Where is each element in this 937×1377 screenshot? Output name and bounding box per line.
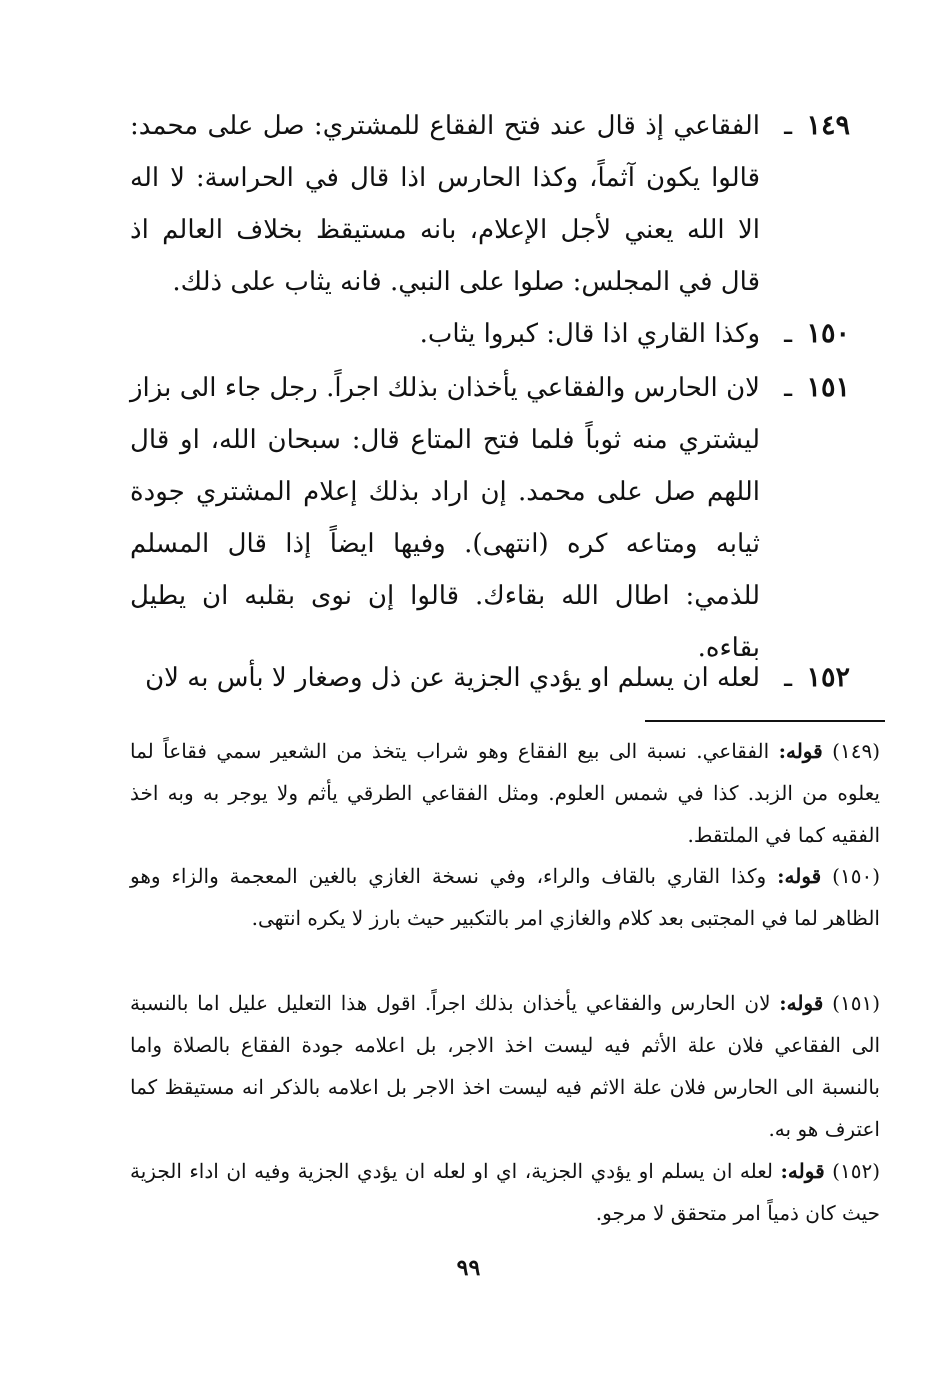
entry-150 xyxy=(130,308,850,360)
entry-number: ١٤٩ xyxy=(806,110,850,141)
entry-text: لان الحارس والفقاعي يأخذان بذلك اجراً. رجل جاء الى بزاز ليشتري منه ثوباً فلما فتح المتاع قال: سبحان الله، او قال اللهم صل على محمد. إن اراد بذلك إعلام المشتري جودة ثيابه ومتاعه كره (انتهى). وفيها ايضاً إذا قال المسلم للذمي: اطال الله بقاءك. قالوا إن نوى بقلبه ان يطيل بقاءه. xyxy=(130,373,761,663)
entry-text: لعله ان يسلم او يؤدي الجزية عن ذل وصغار لا بأس به لان xyxy=(145,663,760,693)
entry-149 xyxy=(130,100,850,308)
footnote-150 xyxy=(130,855,880,939)
page-number: ٩٩ xyxy=(456,1255,481,1281)
entry-number: ١٥٢ xyxy=(806,662,850,693)
footnote-separator xyxy=(645,720,885,722)
footnote-number: (١٥١) xyxy=(832,991,880,1015)
entry-152 xyxy=(130,652,850,704)
footnote-keyword: قوله: xyxy=(780,1159,825,1183)
footnote-number: (١٥٠) xyxy=(832,864,881,888)
footnote-text: لعله ان يسلم او يؤدي الجزية، اي او لعله ان يؤدي الجزية وفيه ان اداء الجزية حيث كان ذمياً امر متحقق لا مرجو. xyxy=(130,1159,880,1225)
footnote-149 xyxy=(130,730,880,856)
entry-number: ١٥١ xyxy=(806,372,850,403)
entry-dash: ـ xyxy=(784,110,792,141)
footnote-number: (١٤٩) xyxy=(832,739,880,763)
entry-dash: ـ xyxy=(784,372,792,403)
footnote-text: لان الحارس والفقاعي يأخذان بذلك اجراً. اقول هذا التعليل عليل اما بالنسبة الى الفقاعي فلان علة الأثم فيه ليست اخذ الاجر، بل اعلامه جودة الفقاع بالصلاة واما بالنسبة الى الحارس فلان علة الاثم فيه ليست اخذ الاجر بل اعلامه بالذكر انه مستيقظ كما اعترف هو به. xyxy=(130,991,880,1141)
footnote-text: الفقاعي. نسبة الى بيع الفقاع وهو شراب يتخذ من الشعير سمي فقاعاً لما يعلوه من الزبد. كذا في شمس العلوم. ومثل الفقاعي الطرقي يأثم ولا يوجر به وبه اخذ الفقيه كما في الملتقط. xyxy=(130,739,880,847)
entry-dash: ـ xyxy=(784,662,792,693)
footnote-number: (١٥٢) xyxy=(832,1159,880,1183)
entry-number: ١٥٠ xyxy=(806,318,850,349)
footnote-keyword: قوله: xyxy=(779,991,824,1015)
footnote-151 xyxy=(130,982,880,1150)
entry-text: وكذا القاري اذا قال: كبروا يثاب. xyxy=(419,319,760,349)
footnote-keyword: قوله: xyxy=(778,739,823,763)
footnote-text: وكذا القاري بالقاف والراء، وفي نسخة الغازي بالغين المعجمة والزاء وهو الظاهر لما في المجتبى بعد كلام والغازي امر بالتكبير حيث بارز لا يكره انتهى. xyxy=(130,864,880,930)
footnote-keyword: قوله: xyxy=(777,864,822,888)
entry-dash: ـ xyxy=(784,318,792,349)
entry-151 xyxy=(130,362,850,674)
entry-text: الفقاعي إذ قال عند فتح الفقاع للمشتري: صل على محمد: قالوا يكون آثماً، وكذا الحارس اذا قال في الحراسة: لا اله الا الله يعني لأجل الإعلام، بانه مستيقظ بخلاف العالم اذ قال في المجلس: صلوا على النبي. فانه يثاب على ذلك. xyxy=(130,111,760,297)
footnote-152 xyxy=(130,1150,880,1234)
